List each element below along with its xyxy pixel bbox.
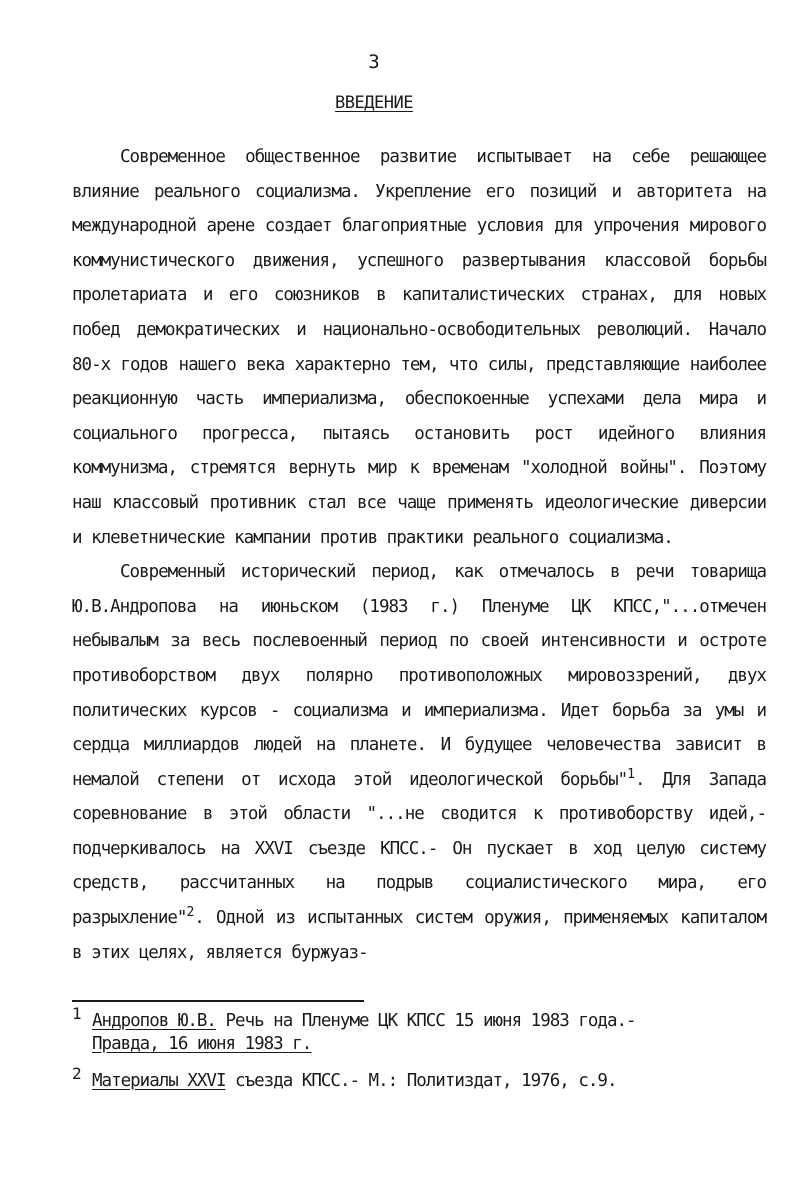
paragraph-2-part-a: Современный исторический период, как отмечалось в речи товарища Ю.В.Андропова на июньском (1983 г.) Пленуме ЦК КПСС,"...отмечен небывалым за весь послевоенный период по своей интенсивности и остроте противоборством двух полярно противоположных мировоззрений, двух политических курсов - социализма и империализма. Идет борьба за умы и сердца миллиардов людей на планете. И будущее человечества зависит в немалой степени от исхода этой идеологической борьбы"	[72, 562, 766, 790]
footnote-author: Андропов Ю.В.	[92, 1011, 216, 1031]
footnote-mark-2: 2	[186, 905, 195, 921]
paragraph-2-part-c: . Одной из испытанных систем оружия, применяемых капиталом в этих целях, является буржуаз-	[72, 908, 766, 963]
footnote-text: Речь на Пленуме ЦК КПСС 15 июня 1983 года.-	[215, 1011, 636, 1031]
page-number: 3	[368, 51, 380, 73]
footnote-1	[72, 1004, 766, 1056]
body-text	[72, 140, 766, 970]
footnote-number: 2	[72, 1064, 81, 1083]
footnote-2	[72, 1064, 766, 1093]
paragraph-1: Современное общественное развитие испытывает на себе решающее влияние реального социализма. Укрепление его позиций и авторитета на международной арене создает благоприятные условия для упрочения мирового коммунистического движения, успешного развертывания классовой борьбы пролетариата и его союзников в капиталистических странах, для новых побед демократических и национально-освободительных революций. Начало 80-х годов нашего века характерно тем, что силы, представляющие наиболее реакционную часть империализма, обеспокоенные успехами дела мира и социального прогресса, пытаясь остановить рост идейного влияния коммунизма, стремятся вернуть мир к временам "холодной войны". Поэтому наш классовый противник стал все чаще применять идеологические диверсии и клеветнические кампании против практики реального социализма.	[72, 147, 766, 548]
footnote-text: съезда КПСС.- М.: Политиздат, 1976, с.9.	[225, 1071, 617, 1091]
footnote-source: Материалы XXVI	[92, 1071, 226, 1091]
footnote-number: 1	[72, 1004, 81, 1023]
footnote-divider	[72, 1000, 364, 1002]
footnote-mark-1: 1	[627, 766, 635, 782]
footnotes	[72, 1004, 766, 1093]
paragraph-2-part-b: . Для Запада соревнование в этой области "...не сводится к противоборству идей,- подчеркивалось на XXVI съезде КПСС.- Он пускает в ход целую систему средств, рассчитанных на подрыв социалистического мира, его разрыхление"	[72, 769, 766, 929]
section-heading: ВВЕДЕНИЕ	[335, 93, 413, 113]
footnote-source: Правда, 16 июня 1983 г.	[92, 1034, 312, 1054]
paragraph-2	[72, 555, 766, 970]
